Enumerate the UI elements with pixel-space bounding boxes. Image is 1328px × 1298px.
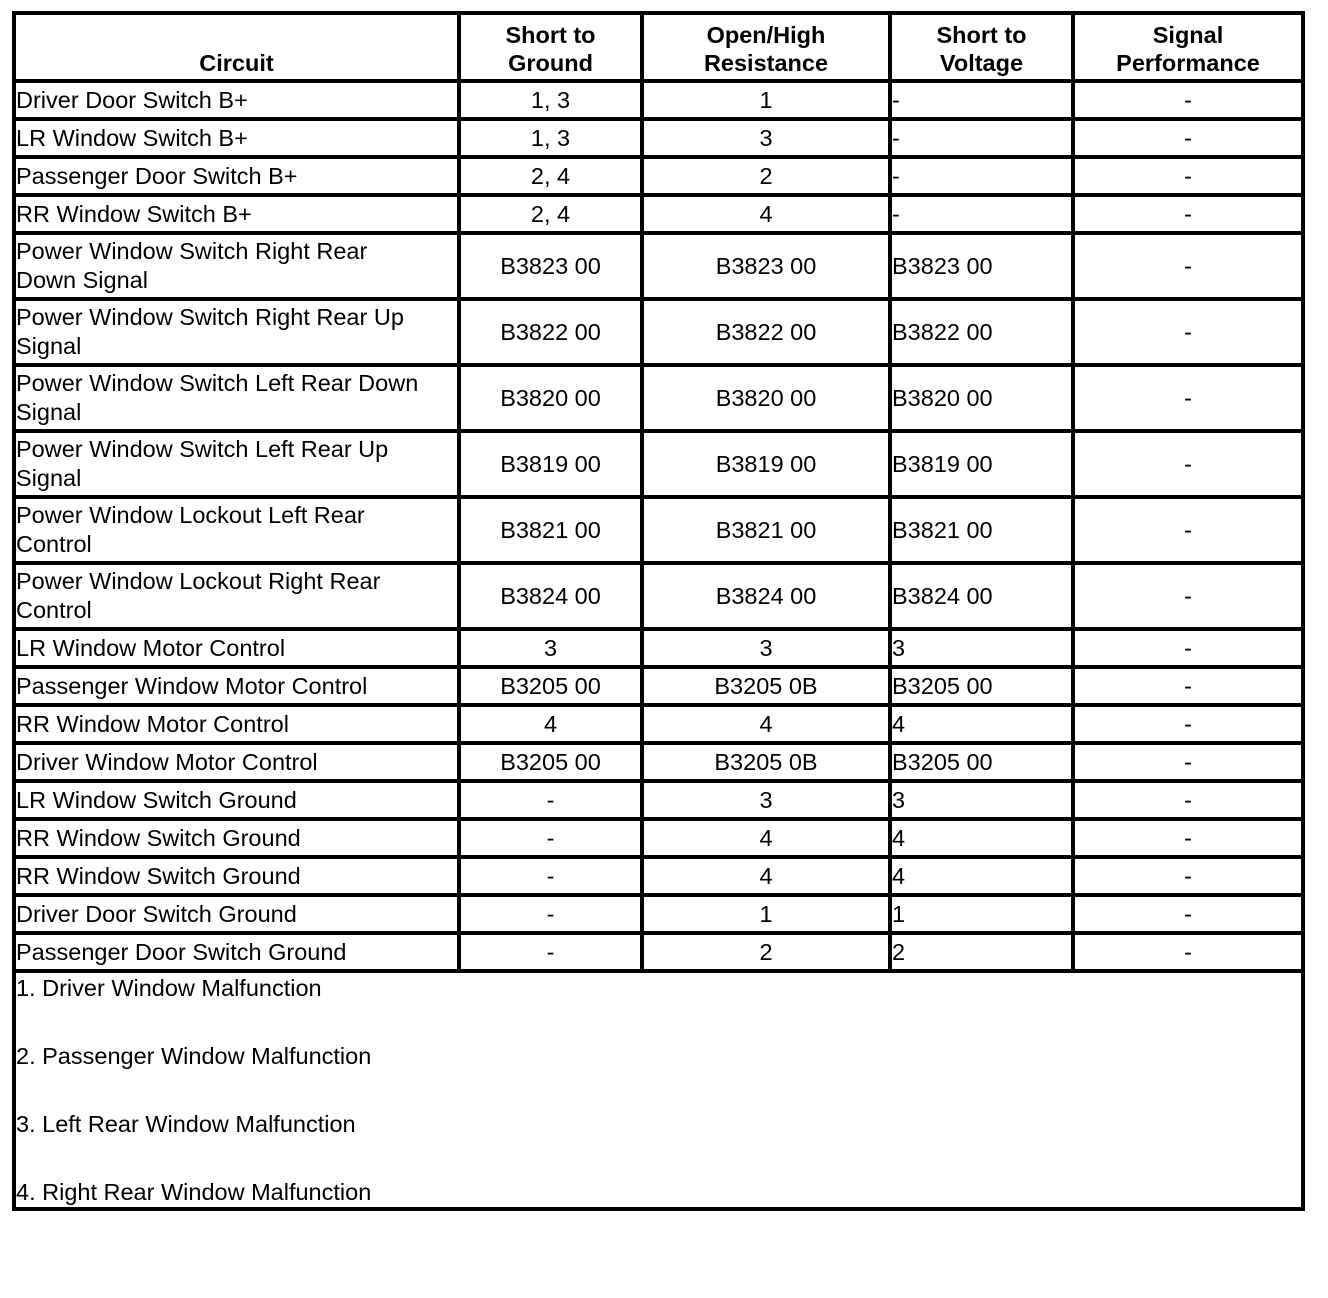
circuit-name-cell: Power Window Switch Right Rear Up Signal <box>14 299 459 365</box>
header-circuit: Circuit <box>14 13 459 81</box>
short-to-voltage-cell: - <box>890 119 1073 157</box>
short-to-voltage-cell: 2 <box>890 933 1073 971</box>
short-to-ground-cell: B3205 00 <box>459 743 642 781</box>
signal-performance-cell: - <box>1073 667 1303 705</box>
header-signal-performance: Signal Performance <box>1073 13 1303 81</box>
circuit-name-cell: RR Window Switch Ground <box>14 819 459 857</box>
signal-performance-cell: - <box>1073 895 1303 933</box>
open-high-resistance-cell: B3823 00 <box>642 233 890 299</box>
short-to-ground-cell: B3819 00 <box>459 431 642 497</box>
table-row <box>14 119 1303 157</box>
short-to-voltage-cell: B3820 00 <box>890 365 1073 431</box>
signal-performance-cell: - <box>1073 743 1303 781</box>
table-row <box>14 819 1303 857</box>
short-to-voltage-cell: 1 <box>890 895 1073 933</box>
circuit-name-cell: Driver Door Switch Ground <box>14 895 459 933</box>
notes-row <box>14 971 1303 1209</box>
circuit-name-cell: Passenger Door Switch Ground <box>14 933 459 971</box>
signal-performance-cell: - <box>1073 497 1303 563</box>
signal-performance-cell: - <box>1073 629 1303 667</box>
short-to-ground-cell: 2, 4 <box>459 195 642 233</box>
signal-performance-cell: - <box>1073 819 1303 857</box>
footnote-4: 4. Right Rear Window Malfunction <box>16 1179 372 1205</box>
circuit-name-cell: LR Window Switch Ground <box>14 781 459 819</box>
open-high-resistance-cell: 3 <box>642 629 890 667</box>
short-to-voltage-cell: B3205 00 <box>890 667 1073 705</box>
signal-performance-cell: - <box>1073 233 1303 299</box>
short-to-ground-cell: 1, 3 <box>459 81 642 119</box>
open-high-resistance-cell: 3 <box>642 119 890 157</box>
signal-performance-cell: - <box>1073 705 1303 743</box>
table-row <box>14 667 1303 705</box>
signal-performance-cell: - <box>1073 81 1303 119</box>
open-high-resistance-cell: 2 <box>642 157 890 195</box>
table-row <box>14 365 1303 431</box>
short-to-ground-cell: - <box>459 857 642 895</box>
signal-performance-cell: - <box>1073 119 1303 157</box>
table-row <box>14 781 1303 819</box>
signal-performance-cell: - <box>1073 857 1303 895</box>
header-open-high-resistance: Open/High Resistance <box>642 13 890 81</box>
table-row <box>14 233 1303 299</box>
short-to-voltage-cell: - <box>890 81 1073 119</box>
table-row <box>14 705 1303 743</box>
short-to-voltage-cell: - <box>890 195 1073 233</box>
footnotes-cell <box>14 971 1303 1209</box>
circuit-name-cell: RR Window Motor Control <box>14 705 459 743</box>
open-high-resistance-cell: 2 <box>642 933 890 971</box>
short-to-voltage-cell: 3 <box>890 629 1073 667</box>
open-high-resistance-cell: 4 <box>642 195 890 233</box>
table-body <box>14 81 1303 1209</box>
signal-performance-cell: - <box>1073 431 1303 497</box>
short-to-ground-cell: B3824 00 <box>459 563 642 629</box>
circuit-name-cell: Driver Window Motor Control <box>14 743 459 781</box>
open-high-resistance-cell: 1 <box>642 895 890 933</box>
short-to-ground-cell: 4 <box>459 705 642 743</box>
open-high-resistance-cell: 1 <box>642 81 890 119</box>
short-to-ground-cell: B3820 00 <box>459 365 642 431</box>
open-high-resistance-cell: B3820 00 <box>642 365 890 431</box>
circuit-name-cell: RR Window Switch B+ <box>14 195 459 233</box>
open-high-resistance-cell: B3824 00 <box>642 563 890 629</box>
short-to-ground-cell: - <box>459 933 642 971</box>
table-row <box>14 857 1303 895</box>
short-to-voltage-cell: 4 <box>890 819 1073 857</box>
circuit-name-cell: Power Window Lockout Left Rear Control <box>14 497 459 563</box>
table-row <box>14 195 1303 233</box>
footnote-1: 1. Driver Window Malfunction <box>16 975 322 1001</box>
circuit-name-cell: Power Window Switch Right Rear Down Signal <box>14 233 459 299</box>
short-to-voltage-cell: B3824 00 <box>890 563 1073 629</box>
footnote-2: 2. Passenger Window Malfunction <box>16 1043 372 1069</box>
diagnostic-table-sheet <box>12 11 1305 1211</box>
short-to-ground-cell: - <box>459 819 642 857</box>
short-to-ground-cell: B3205 00 <box>459 667 642 705</box>
circuit-name-cell: Passenger Door Switch B+ <box>14 157 459 195</box>
table-row <box>14 497 1303 563</box>
table-row <box>14 81 1303 119</box>
open-high-resistance-cell: 4 <box>642 705 890 743</box>
signal-performance-cell: - <box>1073 157 1303 195</box>
short-to-ground-cell: B3822 00 <box>459 299 642 365</box>
open-high-resistance-cell: B3819 00 <box>642 431 890 497</box>
short-to-ground-cell: B3823 00 <box>459 233 642 299</box>
table-row <box>14 431 1303 497</box>
short-to-voltage-cell: B3819 00 <box>890 431 1073 497</box>
table-row <box>14 743 1303 781</box>
circuit-name-cell: Passenger Window Motor Control <box>14 667 459 705</box>
short-to-ground-cell: 2, 4 <box>459 157 642 195</box>
open-high-resistance-cell: B3821 00 <box>642 497 890 563</box>
signal-performance-cell: - <box>1073 933 1303 971</box>
signal-performance-cell: - <box>1073 781 1303 819</box>
circuit-name-cell: RR Window Switch Ground <box>14 857 459 895</box>
short-to-voltage-cell: B3822 00 <box>890 299 1073 365</box>
short-to-ground-cell: B3821 00 <box>459 497 642 563</box>
open-high-resistance-cell: B3205 0B <box>642 743 890 781</box>
short-to-voltage-cell: 3 <box>890 781 1073 819</box>
table-row <box>14 157 1303 195</box>
short-to-voltage-cell: B3823 00 <box>890 233 1073 299</box>
open-high-resistance-cell: 4 <box>642 857 890 895</box>
header-short-to-ground: Short to Ground <box>459 13 642 81</box>
table-row <box>14 895 1303 933</box>
table-row <box>14 629 1303 667</box>
circuit-name-cell: Driver Door Switch B+ <box>14 81 459 119</box>
short-to-voltage-cell: 4 <box>890 857 1073 895</box>
short-to-voltage-cell: B3821 00 <box>890 497 1073 563</box>
short-to-ground-cell: - <box>459 895 642 933</box>
short-to-voltage-cell: B3205 00 <box>890 743 1073 781</box>
short-to-voltage-cell: 4 <box>890 705 1073 743</box>
circuit-name-cell: Power Window Switch Left Rear Down Signal <box>14 365 459 431</box>
short-to-ground-cell: 1, 3 <box>459 119 642 157</box>
open-high-resistance-cell: 4 <box>642 819 890 857</box>
open-high-resistance-cell: B3822 00 <box>642 299 890 365</box>
circuit-name-cell: Power Window Switch Left Rear Up Signal <box>14 431 459 497</box>
header-row <box>14 13 1303 81</box>
circuit-fault-table <box>12 11 1305 1211</box>
open-high-resistance-cell: B3205 0B <box>642 667 890 705</box>
circuit-name-cell: LR Window Switch B+ <box>14 119 459 157</box>
short-to-ground-cell: - <box>459 781 642 819</box>
table-row <box>14 299 1303 365</box>
open-high-resistance-cell: 3 <box>642 781 890 819</box>
footnote-3: 3. Left Rear Window Malfunction <box>16 1111 356 1137</box>
signal-performance-cell: - <box>1073 563 1303 629</box>
signal-performance-cell: - <box>1073 299 1303 365</box>
circuit-name-cell: Power Window Lockout Right Rear Control <box>14 563 459 629</box>
signal-performance-cell: - <box>1073 195 1303 233</box>
short-to-voltage-cell: - <box>890 157 1073 195</box>
circuit-name-cell: LR Window Motor Control <box>14 629 459 667</box>
table-row <box>14 563 1303 629</box>
header-short-to-voltage: Short to Voltage <box>890 13 1073 81</box>
short-to-ground-cell: 3 <box>459 629 642 667</box>
signal-performance-cell: - <box>1073 365 1303 431</box>
table-row <box>14 933 1303 971</box>
